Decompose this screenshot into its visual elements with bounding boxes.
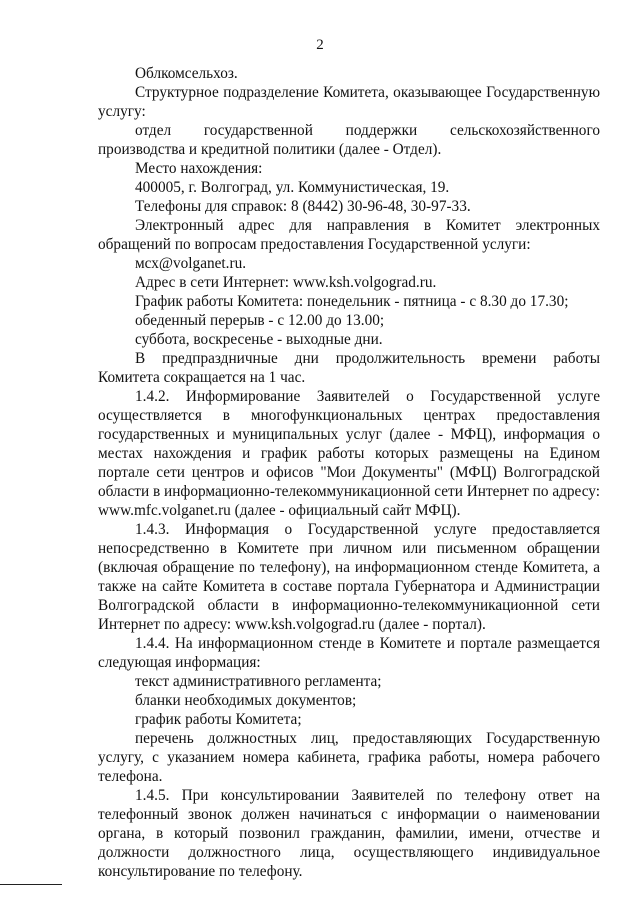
list-item-officials: перечень должностных лиц, предоставляющих Государственную услугу, с указанием номера кабинета, графика работы, номера рабочего телефона. (98, 730, 600, 785)
document-body (98, 64, 600, 881)
paragraph-weekend: суббота, воскресенье - выходные дни. (135, 331, 383, 348)
paragraph-organization: Облкомсельхоз. (135, 65, 238, 82)
paragraph-1-4-2: 1.4.2. Информирование Заявителей о Государственной услуге осуществляется в многофункциональных центрах предоставления государственных и муниципальных услуг (далее - МФЦ), информация о местах нахождения и график работы которых размещены на Едином портале сети центров и офисов "Мои Документы" (МФЦ) Волгоградской области в информационно-телекоммуникационной сети Интернет по адресу: www.mfc.volganet.ru (далее - официальный сайт МФЦ). (98, 388, 600, 519)
list-item-regulation-text: текст административного регламента; (135, 673, 382, 690)
paragraph-phones: Телефоны для справок: 8 (8442) 30-96-48, 30-97-33. (135, 198, 471, 215)
page-number: 2 (316, 37, 324, 53)
list-item-forms: бланки необходимых документов; (135, 692, 357, 709)
paragraph-structural-unit: Структурное подразделение Комитета, оказывающее Государственную услугу: (98, 84, 600, 120)
list-item-schedule: график работы Комитета; (135, 711, 302, 728)
paragraph-email-label: Электронный адрес для направления в Комитет электронных обращений по вопросам предоставления Государственной услуги: (98, 217, 600, 253)
paragraph-schedule: График работы Комитета: понедельник - пятница - с 8.30 до 17.30; (135, 293, 569, 310)
paragraph-lunch: обеденный перерыв - с 12.00 до 13.00; (135, 312, 385, 329)
paragraph-1-4-5: 1.4.5. При консультировании Заявителей по телефону ответ на телефонный звонок должен начинаться с информации о наименовании органа, в который позвонил гражданин, фамилии, имени, отчестве и должности должностного лица, осуществляющего индивидуальное консультирование по телефону. (98, 787, 600, 880)
paragraph-1-4-3: 1.4.3. Информация о Государственной услуге предоставляется непосредственно в Комитете при личном или письменном обращении (включая обращение по телефону), на информационном стенде Комитета, а также на сайте Комитета в составе портала Губернатора и Администрации Волгоградской области в информационно-телекоммуникационной сети Интернет по адресу: www.ksh.volgograd.ru (далее - портал). (98, 521, 600, 633)
paragraph-department: отдел государственной поддержки сельскохозяйственного производства и кредитной политики (далее - Отдел). (98, 122, 600, 158)
paragraph-address: 400005, г. Волгоград, ул. Коммунистическая, 19. (135, 179, 450, 196)
paragraph-email: мсх@volganet.ru. (135, 255, 247, 272)
paragraph-1-4-4: 1.4.4. На информационном стенде в Комитете и портале размещается следующая информация: (98, 635, 600, 671)
paragraph-website: Адрес в сети Интернет: www.ksh.volgograd.ru. (135, 274, 437, 291)
paragraph-preholiday: В предпраздничные дни продолжительность времени работы Комитета сокращается на 1 час. (98, 350, 600, 386)
paragraph-location-label: Место нахождения: (135, 160, 263, 177)
footnote-divider (0, 884, 62, 885)
